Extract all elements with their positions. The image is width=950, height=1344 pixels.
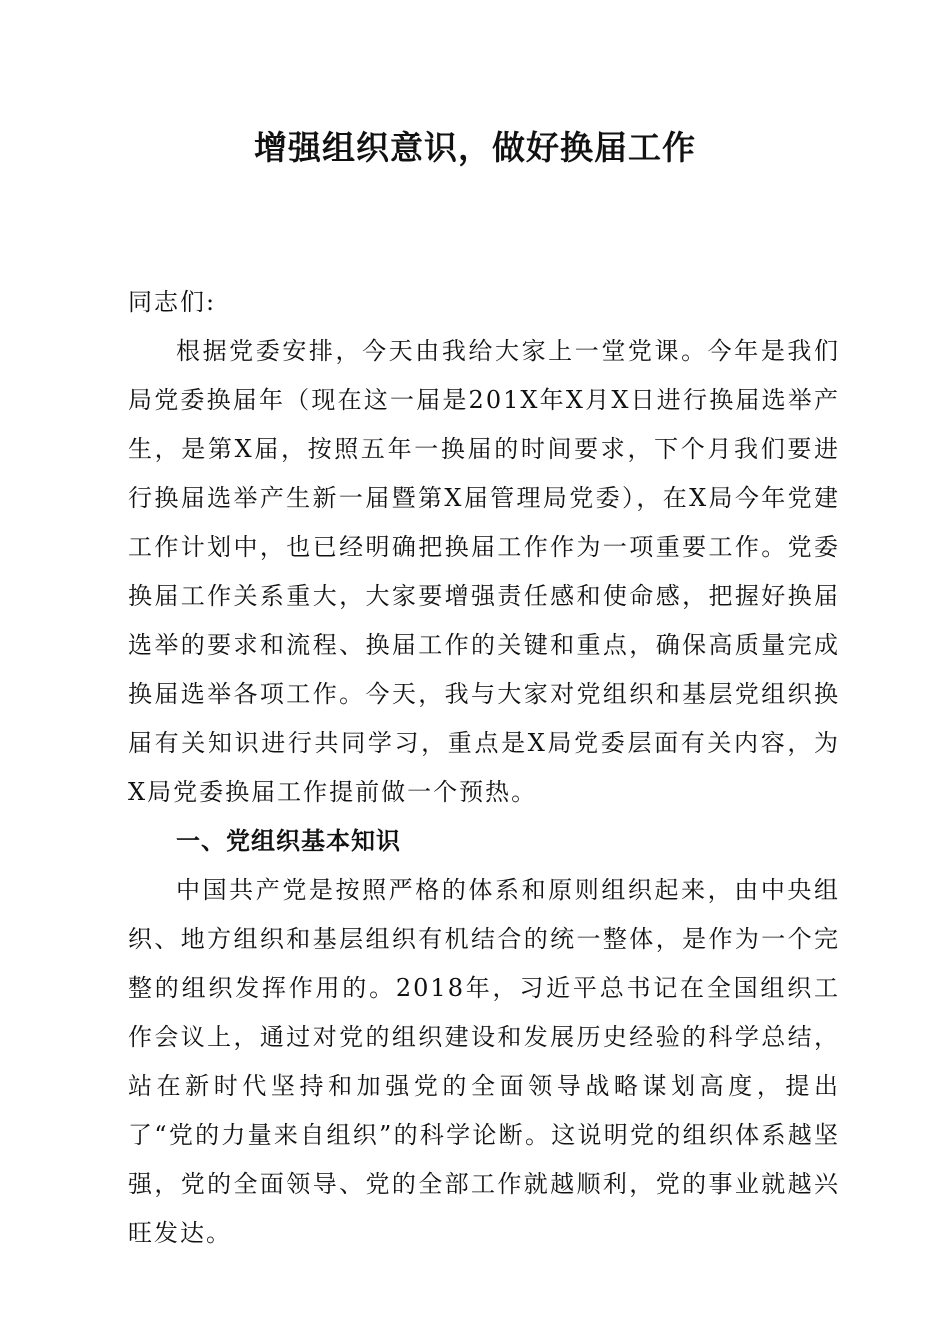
document-title: 增强组织意识，做好换届工作 (254, 128, 696, 167)
section-heading: 一、党组织基本知识 (176, 827, 401, 855)
body-paragraph: 根据党委安排，今天由我给大家上一堂党课。今年是我们局党委换届年（现在这一届是201X年X月X日进行换届选举产生，是第X届，按照五年一换届的时间要求，下个月我们要进行换届选举产生新一届暨第X届管理局党委），在X局今年党建工作计划中，也已经明确把换届工作作为一项重要工作。党委换届工作关系重大，大家要增强责任感和使命感，把握好换届选举的要求和流程、换届工作的关键和重点，确保高质量完成换届选举各项工作。今天，我与大家对党组织和基层党组织换届有关知识进行共同学习，重点是X局党委层面有关内容，为X局党委换届工作提前做一个预热。 (128, 337, 840, 806)
body-paragraph: 中国共产党是按照严格的体系和原则组织起来，由中央组织、地方组织和基层组织有机结合的统一整体，是作为一个完整的组织发挥作用的。2018年，习近平总书记在全国组织工作会议上，通过对党的组织建设和发展历史经验的科学总结，站在新时代坚持和加强党的全面领导战略谋划高度，提出了“党的力量来自组织”的科学论断。这说明党的组织体系越坚强，党的全面领导、党的全部工作就越顺利，党的事业就越兴旺发达。 (128, 876, 840, 1247)
document-body (128, 278, 840, 1258)
salutation: 同志们: (128, 288, 217, 316)
